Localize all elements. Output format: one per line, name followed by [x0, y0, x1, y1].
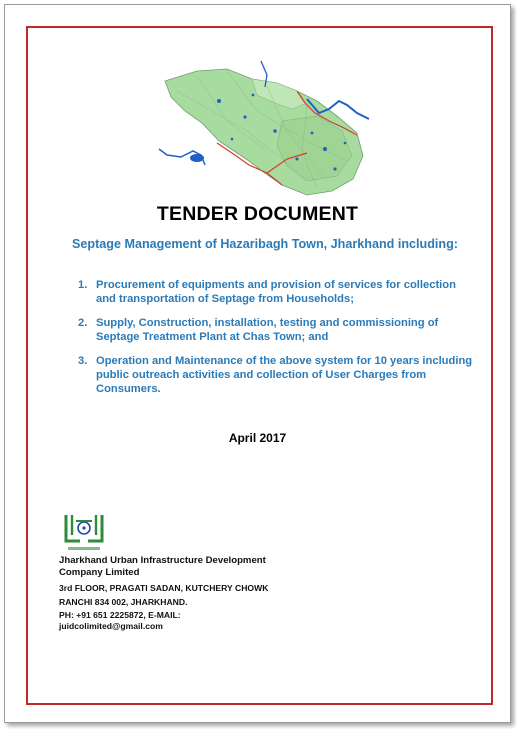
company-name: Jharkhand Urban Infrastructure Development Company Limited [59, 555, 266, 578]
town-map-image [157, 61, 373, 203]
scope-item-text: Supply, Construction, installation, testing and commissioning of Septage Treatment Plant at Chas Town; and [96, 317, 439, 343]
scope-list [78, 279, 473, 407]
scope-item-text: Operation and Maintenance of the above system for 10 years including public outreach activities and collection of User Charges from Consumers. [96, 355, 473, 395]
jharkhand-emblem-icon [62, 511, 106, 555]
scope-item-number: 3. [78, 355, 88, 368]
contact-line: PH: +91 651 2225872, E-MAIL: juidcolimited@gmail.com [59, 610, 181, 631]
scope-item [78, 355, 473, 396]
scope-item-number: 1. [78, 279, 88, 291]
scope-item-number: 2. [78, 317, 88, 330]
scope-item [78, 279, 473, 306]
address-line-1: 3rd FLOOR, PRAGATI SADAN, KUTCHERY CHOWK [59, 583, 269, 593]
document-title: TENDER DOCUMENT [156, 203, 359, 225]
document-date: April 2017 [228, 431, 287, 445]
address-line-2: RANCHI 834 002, JHARKHAND. [59, 596, 188, 607]
document-subtitle: Septage Management of Hazaribagh Town, Jharkhand including: [71, 237, 458, 251]
document-page [4, 4, 511, 723]
scope-item [78, 317, 473, 344]
scope-item-text: Procurement of equipments and provision of services for collection and transportation of Septage from Households; [96, 279, 456, 305]
company-address [59, 583, 279, 634]
